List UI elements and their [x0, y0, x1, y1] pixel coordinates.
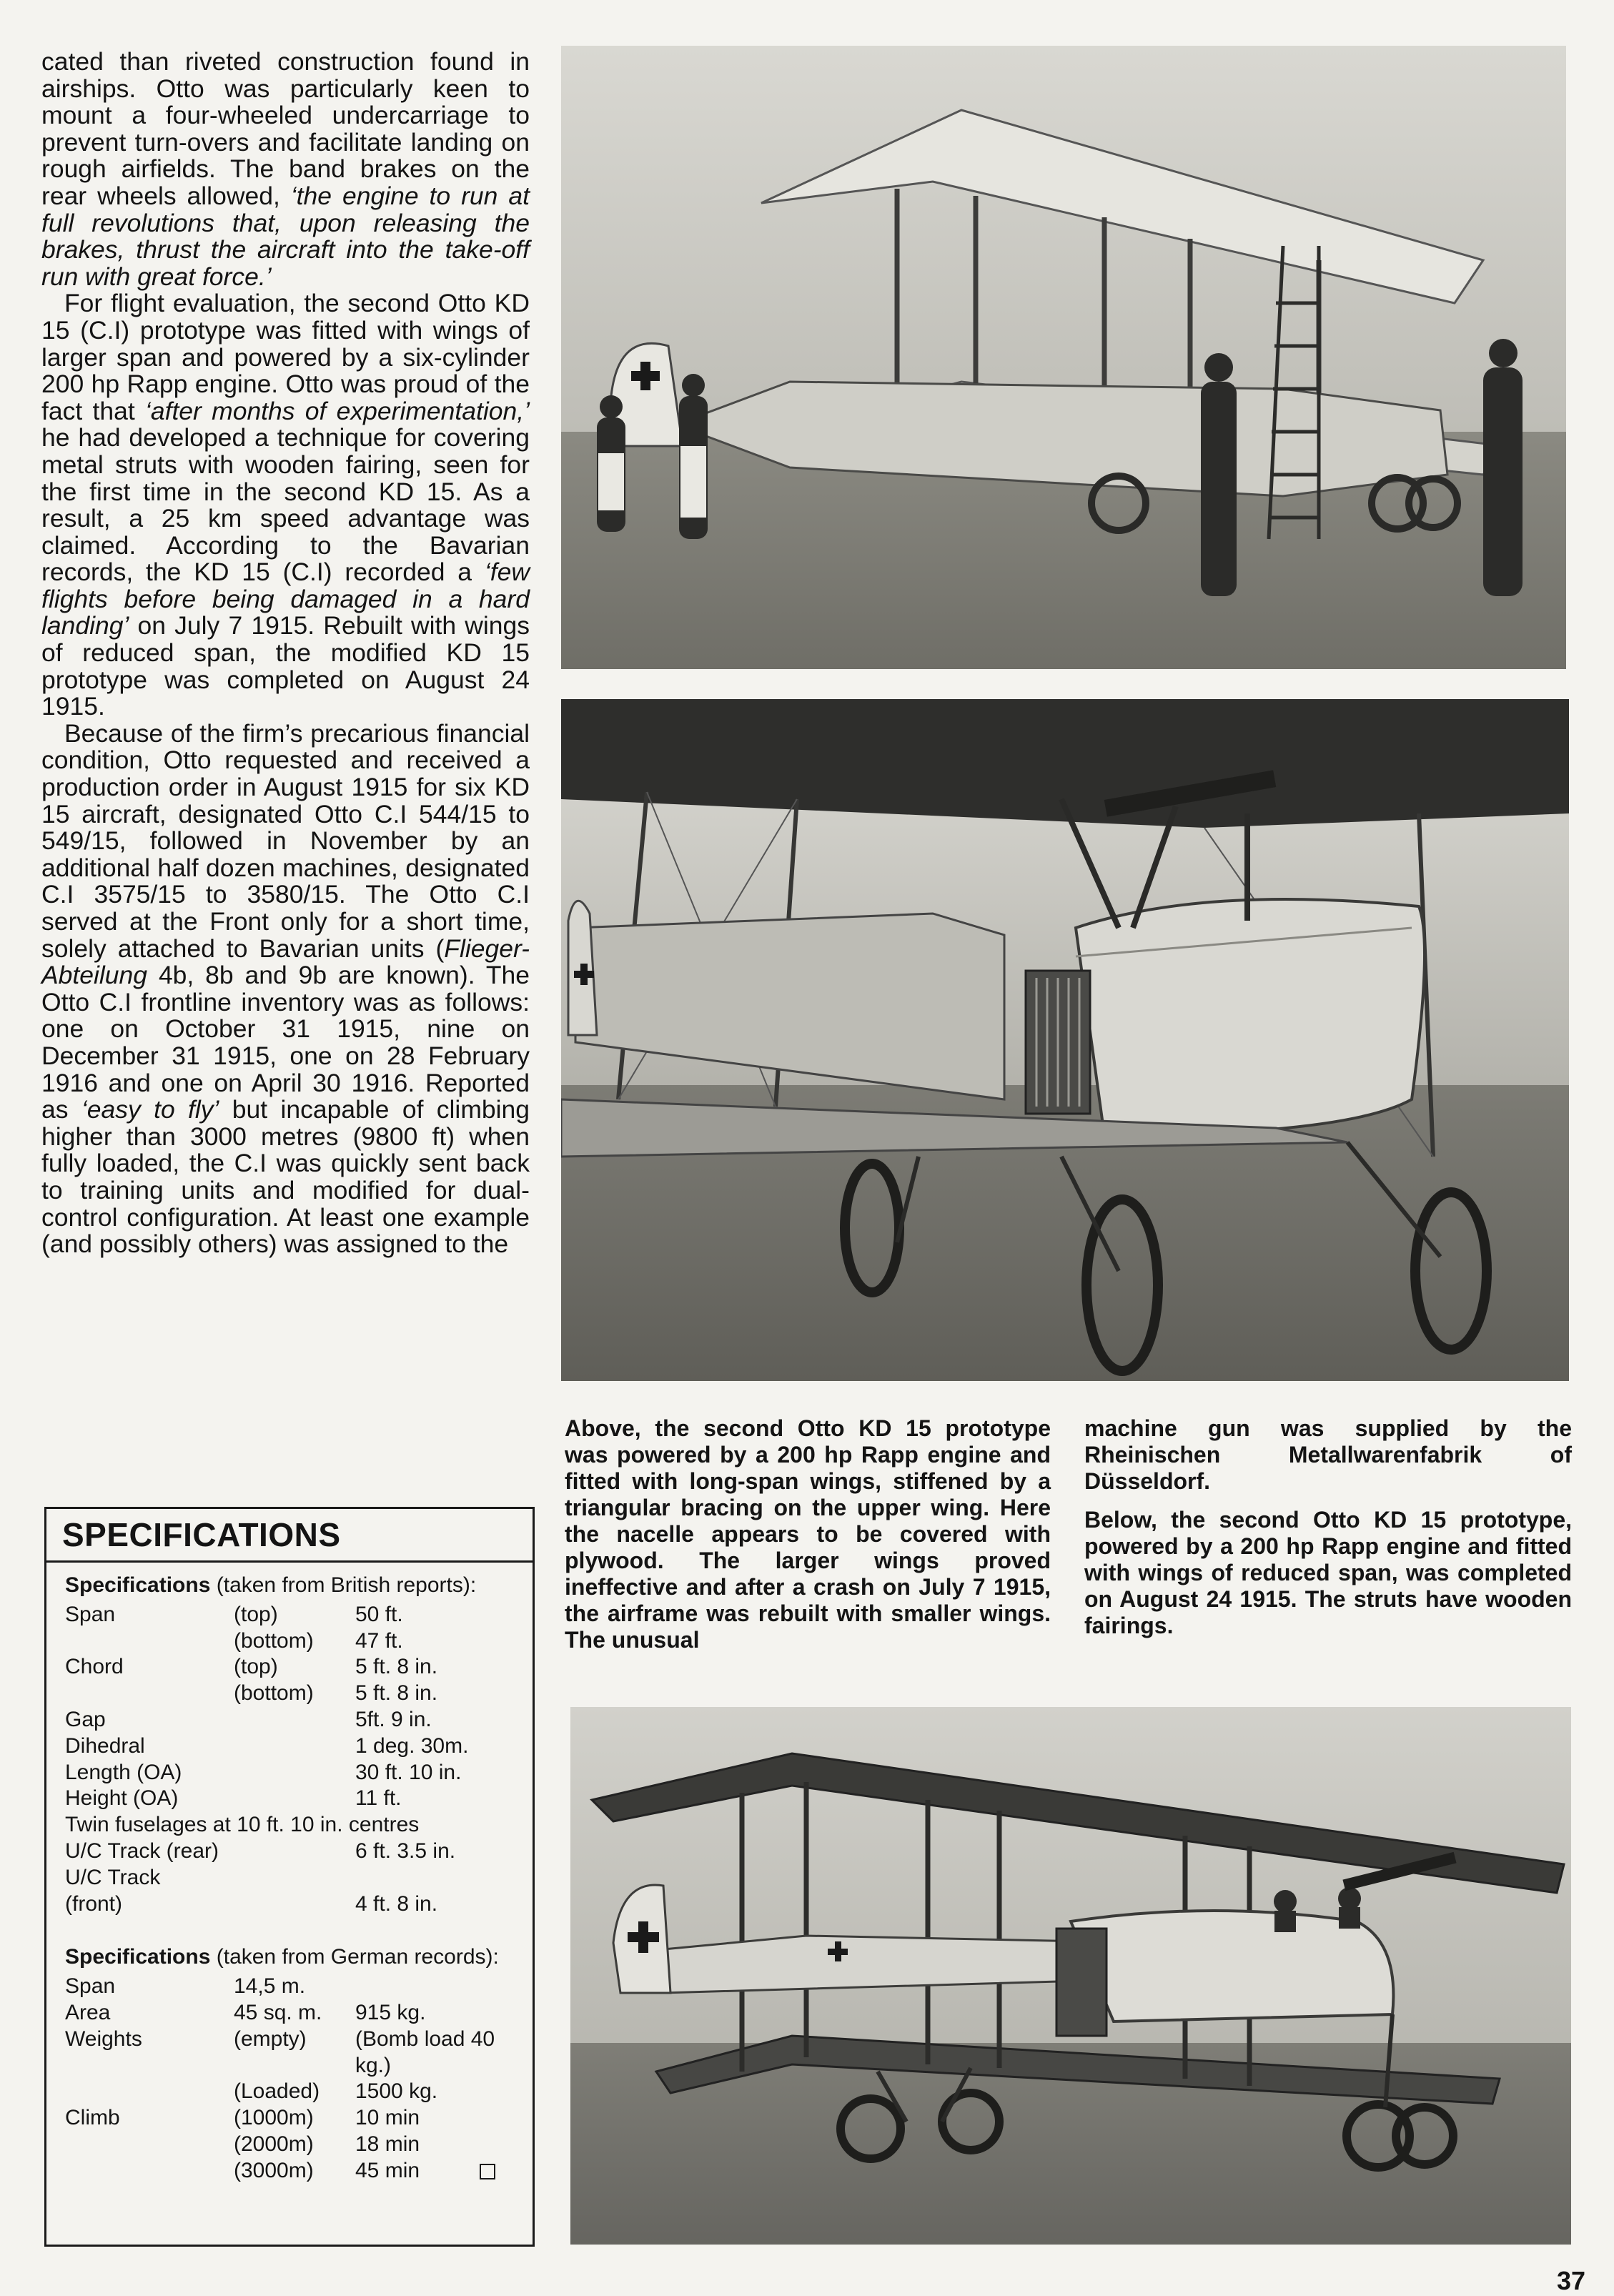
spec-label: Weights [65, 2027, 142, 2051]
photo-3-illustration [570, 1707, 1571, 2245]
article-column [41, 49, 530, 1258]
spec-value: 5 ft. 8 in. [355, 1655, 438, 1679]
article-text-run: 4b, 8b and 9b are known). The Otto C.I frontline inventory was as follows: one on October 31 1915, nine on December 31 1915, one on 28 February 1916 and one on April 30 1916. Reported as [41, 961, 530, 1124]
spec-qualifier: (3000m) [234, 2158, 314, 2182]
photo-kd15-reduced-span [570, 1707, 1571, 2245]
spec-qualifier: (2000m) [234, 2132, 314, 2156]
spec-row [65, 1628, 533, 1655]
german-specs-table [65, 1974, 533, 2184]
spec-label: Span [65, 1974, 116, 1999]
spec-row [65, 2158, 533, 2184]
spec-value: 11 ft. [355, 1786, 402, 1811]
spec-qualifier: 45 sq. m. [234, 2000, 322, 2024]
article-quote: ‘few flights before being damaged in a hard landing’ [41, 558, 530, 640]
spec-value: 18 min [355, 2132, 420, 2156]
article-paragraph-1 [41, 49, 530, 290]
specifications-body [46, 1563, 533, 2184]
british-specs-source: (taken from British reports): [210, 1573, 477, 1597]
spec-row-uc-front-2 [65, 1891, 533, 1918]
german-specs-label: Specifications [65, 1945, 211, 1969]
end-of-article-icon [480, 2164, 495, 2179]
spec-label: Span [65, 1602, 116, 1626]
spec-label: U/C Track (rear) [65, 1839, 219, 1863]
specifications-title: SPECIFICATIONS [46, 1509, 533, 1563]
photo-1-illustration [561, 46, 1566, 669]
spec-label: U/C Track [65, 1865, 161, 1889]
spec-row [65, 1707, 533, 1733]
spec-row [65, 1760, 533, 1786]
specifications-box [44, 1507, 535, 2247]
spec-qualifier: (Loaded) [234, 2079, 320, 2104]
spec-label: Climb [65, 2106, 120, 2130]
photo-2-illustration [561, 699, 1569, 1381]
spec-label: Height (OA) [65, 1786, 179, 1811]
article-text-run: cated than riveted construction found in airships. Otto was particularly keen to mount a four-wheeled undercarriage to prevent turn-overs and facilitate landing on rough airfields. The band brakes on the rear wheels allowed, [41, 47, 530, 210]
spec-row [65, 1974, 533, 2000]
spec-row [65, 2000, 533, 2027]
german-specs-heading [65, 1944, 533, 1971]
spec-qualifier: (bottom) [234, 1681, 314, 1706]
article-paragraph-3 [41, 718, 530, 1259]
spec-row [65, 2132, 533, 2158]
spec-row [65, 1733, 533, 1760]
article-text-run: but incapable of climbing higher than 3000 metres (9800 ft) when fully loaded, the C.I was quickly sent back to training units and modified for dual-control configuration. At least one example (and possibly others) was assigned to the [41, 1095, 530, 1259]
page-number: 37 [1556, 2266, 1585, 2295]
spec-row [65, 2079, 533, 2105]
spec-value: 1 deg. 30m. [355, 1733, 469, 1758]
photo-caption-below: Below, the second Otto KD 15 prototype, powered by a 200 hp Rapp engine and fitted with wings of reduced span, was completed on August 24 1915. The struts have wooden fairings. [1084, 1507, 1572, 1638]
british-specs-table [65, 1602, 533, 1812]
article-quote: ‘after months of experimentation,’ [144, 396, 530, 425]
spec-row [65, 2053, 533, 2079]
spec-value: 4 ft. 8 in. [355, 1891, 438, 1916]
spec-value: 915 kg. [355, 2000, 426, 2024]
photo-caption-above-continued: machine gun was supplied by the Rheinischen Metallwarenfabrik of Düsseldorf. [1084, 1415, 1572, 1494]
article-text-run: For flight evaluation, the second Otto KD 15 (C.I) prototype was fitted with wings of larger span and powered by a six-cylinder 200 hp Rapp engine. Otto was proud of the fact that [41, 289, 530, 425]
spec-value: 5 ft. 8 in. [355, 1681, 438, 1706]
spec-label: Chord [65, 1655, 124, 1679]
spec-qualifier: (empty) [234, 2027, 307, 2051]
spec-label: Length (OA) [65, 1760, 182, 1784]
spec-row [65, 1602, 533, 1628]
article-text-run: he had developed a technique for covering metal struts with wooden fairing, seen for the first time in the second KD 15. As a result, a 25 km speed advantage was claimed. According to the Bavarian records, the KD 15 (C.I) recorded a [41, 423, 530, 587]
german-specs-source: (taken from German records): [210, 1945, 499, 1969]
spec-label: Dihedral [65, 1733, 145, 1758]
spec-label: Gap [65, 1707, 106, 1731]
photo-kd15-long-span-ground-crew [561, 46, 1566, 669]
british-specs-label: Specifications [65, 1573, 211, 1597]
spec-row-twin-fuselages [65, 1812, 533, 1839]
spec-label: Area [65, 2000, 111, 2024]
article-quote: ‘the engine to run at full revolutions that, upon releasing the brakes, thrust the aircraft into the take-off run with great force.’ [41, 181, 530, 291]
spec-qualifier: (1000m) [234, 2106, 314, 2130]
photo-kd15-nacelle-closeup [561, 699, 1569, 1381]
spec-value: (Bomb load 40 [355, 2027, 495, 2051]
spec-row [65, 1654, 533, 1681]
british-specs-heading [65, 1573, 533, 1599]
article-quote: Flieger-Abteilung [41, 934, 530, 990]
spec-row [65, 1786, 533, 1812]
spec-row [65, 2027, 533, 2053]
spec-row [65, 1681, 533, 1707]
spec-row-uc-front-1 [65, 1865, 533, 1891]
spec-value: 6 ft. 3.5 in. [355, 1839, 456, 1863]
photo-caption-above: Above, the second Otto KD 15 prototype was powered by a 200 hp Rapp engine and fitted with long-span wings, stiffened by a triangular bracing on the upper wing. Here the nacelle appears to be covered with plywood. The larger wings proved ineffective and after a crash on July 7 1915, the airframe was rebuilt with smaller wings. The unusual [565, 1415, 1051, 1653]
spec-value: 50 ft. [355, 1602, 403, 1626]
spec-label: (front) [65, 1891, 123, 1916]
spec-qualifier: (bottom) [234, 1628, 314, 1653]
spec-qualifier: 14,5 m. [234, 1974, 306, 1999]
article-quote: ‘easy to fly’ [81, 1095, 219, 1124]
spec-value: 1500 kg. [355, 2079, 438, 2104]
spec-value: 5ft. 9 in. [355, 1707, 432, 1731]
spec-row-uc-rear [65, 1839, 533, 1865]
spec-qualifier: (top) [234, 1655, 278, 1679]
article-paragraph-2 [41, 290, 530, 721]
spec-row [65, 2105, 533, 2132]
spec-qualifier: (top) [234, 1602, 278, 1626]
article-text-run: on July 7 1915. Rebuilt with wings of reduced span, the modified KD 15 prototype was completed on August 24 1915. [41, 611, 530, 721]
article-text-run: Because of the firm’s precarious financial condition, Otto requested and received a production order in August 1915 for six KD 15 aircraft, designated Otto C.I 544/15 to 549/15, followed in November by an additional half dozen machines, designated C.I 3575/15 to 3580/15. The Otto C.I served at the Front only for a short time, solely attached to Bavarian units ( [41, 718, 530, 963]
spec-value: 10 min [355, 2106, 420, 2130]
spec-value: kg.) [355, 2053, 392, 2077]
spec-value: 47 ft. [355, 1628, 403, 1653]
spec-value: 30 ft. 10 in. [355, 1760, 462, 1784]
spec-value: 45 min [355, 2158, 420, 2182]
spec-twin-fuselages: Twin fuselages at 10 ft. 10 in. centres [65, 1813, 420, 1837]
